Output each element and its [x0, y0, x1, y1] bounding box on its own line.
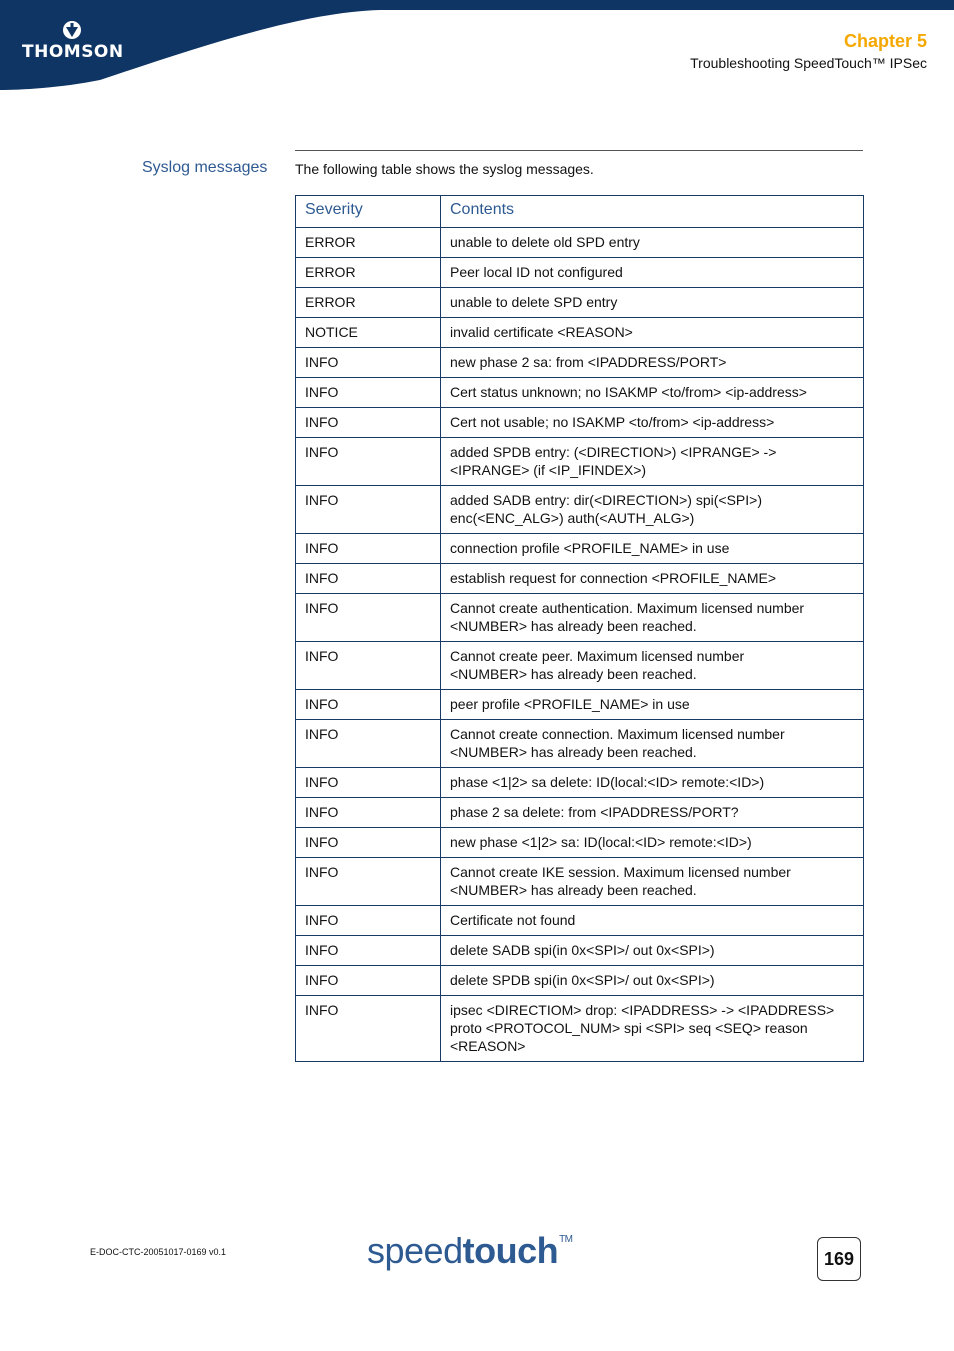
contents-cell — [441, 906, 864, 936]
table-row — [296, 486, 864, 534]
severity-cell: ERROR — [296, 258, 441, 288]
contents-cell — [441, 258, 864, 288]
severity-cell: INFO — [296, 564, 441, 594]
contents-line: Peer local ID not configured — [450, 264, 623, 280]
contents-cell — [441, 996, 864, 1062]
contents-line: enc(<ENC_ALG>) auth(<AUTH_ALG>) — [450, 510, 695, 526]
contents-line: new phase 2 sa: from <IPADDRESS/PORT> — [450, 354, 727, 370]
section-title: Syslog messages — [142, 159, 268, 176]
severity-cell: INFO — [296, 378, 441, 408]
severity-cell: INFO — [296, 828, 441, 858]
severity-cell: INFO — [296, 906, 441, 936]
table-row — [296, 996, 864, 1062]
contents-line: <REASON> — [450, 1038, 526, 1054]
table-row — [296, 288, 864, 318]
severity-cell: INFO — [296, 936, 441, 966]
table-row — [296, 564, 864, 594]
contents-cell — [441, 768, 864, 798]
severity-cell: INFO — [296, 966, 441, 996]
severity-cell: INFO — [296, 438, 441, 486]
header-banner — [0, 0, 954, 100]
thomson-logo — [22, 20, 122, 62]
page-number: 169 — [817, 1237, 861, 1281]
contents-line: ipsec <DIRECTIOM> drop: <IPADDRESS> -> <IPADDRESS> — [450, 1002, 835, 1018]
contents-line: <NUMBER> has already been reached. — [450, 666, 697, 682]
table-row — [296, 594, 864, 642]
severity-cell: NOTICE — [296, 318, 441, 348]
contents-cell — [441, 642, 864, 690]
contents-line: delete SPDB spi(in 0x<SPI>/ out 0x<SPI>) — [450, 972, 715, 988]
contents-line: Cannot create connection. Maximum licensed number — [450, 726, 785, 742]
contents-line: establish request for connection <PROFILE_NAME> — [450, 570, 777, 586]
contents-line: peer profile <PROFILE_NAME> in use — [450, 696, 690, 712]
table-row — [296, 720, 864, 768]
contents-line: Cert status unknown; no ISAKMP <to/from> <ip-address> — [450, 384, 807, 400]
severity-cell: INFO — [296, 594, 441, 642]
severity-cell: INFO — [296, 408, 441, 438]
contents-line: unable to delete old SPD entry — [450, 234, 640, 250]
logo-bold-text: touch — [462, 1230, 559, 1271]
table-row — [296, 906, 864, 936]
severity-cell: INFO — [296, 690, 441, 720]
severity-cell: INFO — [296, 798, 441, 828]
contents-line: added SADB entry: dir(<DIRECTION>) spi(<SPI>) — [450, 492, 762, 508]
contents-cell — [441, 438, 864, 486]
chapter-subtitle: Troubleshooting SpeedTouch™ IPSec — [690, 55, 927, 71]
contents-line: unable to delete SPD entry — [450, 294, 618, 310]
contents-line: Cannot create peer. Maximum licensed number — [450, 648, 745, 664]
severity-cell: INFO — [296, 768, 441, 798]
section-divider — [295, 150, 863, 151]
contents-line: delete SADB spi(in 0x<SPI>/ out 0x<SPI>) — [450, 942, 715, 958]
severity-cell: INFO — [296, 348, 441, 378]
contents-cell — [441, 828, 864, 858]
table-row — [296, 408, 864, 438]
contents-line: Cannot create authentication. Maximum licensed number — [450, 600, 805, 616]
severity-cell: INFO — [296, 858, 441, 906]
severity-cell: ERROR — [296, 288, 441, 318]
contents-cell — [441, 534, 864, 564]
table-row — [296, 348, 864, 378]
contents-line: <IPRANGE> (if <IP_IFINDEX>) — [450, 462, 647, 478]
chapter-label: Chapter 5 — [843, 31, 927, 51]
contents-cell — [441, 228, 864, 258]
table-row — [296, 228, 864, 258]
contents-cell — [441, 408, 864, 438]
contents-cell — [441, 378, 864, 408]
contents-line: Cannot create IKE session. Maximum licensed number — [450, 864, 791, 880]
table-row — [296, 858, 864, 906]
document-id: E-DOC-CTC-20051017-0169 v0.1 — [90, 1247, 227, 1257]
contents-cell — [441, 690, 864, 720]
syslog-table — [295, 195, 864, 1062]
section-intro: The following table shows the syslog messages. — [295, 161, 594, 177]
contents-cell — [441, 564, 864, 594]
table-row — [296, 936, 864, 966]
table-row — [296, 798, 864, 828]
contents-cell — [441, 486, 864, 534]
contents-cell — [441, 858, 864, 906]
contents-cell — [441, 594, 864, 642]
logo-light-text: speed — [367, 1230, 463, 1271]
contents-line: phase <1|2> sa delete: ID(local:<ID> remote:<ID>) — [450, 774, 765, 790]
syslog-table-body — [296, 228, 864, 1062]
table-header-row — [296, 196, 864, 228]
contents-line: <NUMBER> has already been reached. — [450, 618, 697, 634]
table-row — [296, 534, 864, 564]
speedtouch-logo — [367, 1230, 573, 1272]
severity-cell: INFO — [296, 486, 441, 534]
contents-cell — [441, 936, 864, 966]
column-header-contents: Contents — [441, 196, 864, 228]
contents-cell — [441, 966, 864, 996]
table-row — [296, 318, 864, 348]
contents-line: phase 2 sa delete: from <IPADDRESS/PORT? — [450, 804, 739, 820]
table-row — [296, 258, 864, 288]
contents-line: Certificate not found — [450, 912, 576, 928]
contents-cell — [441, 348, 864, 378]
table-row — [296, 768, 864, 798]
table-row — [296, 642, 864, 690]
contents-line: new phase <1|2> sa: ID(local:<ID> remote:<ID>) — [450, 834, 752, 850]
severity-cell: ERROR — [296, 228, 441, 258]
severity-cell: INFO — [296, 534, 441, 564]
contents-cell — [441, 798, 864, 828]
contents-cell — [441, 720, 864, 768]
table-row — [296, 828, 864, 858]
logo-trademark: TM — [559, 1234, 573, 1245]
table-row — [296, 966, 864, 996]
contents-line: invalid certificate <REASON> — [450, 324, 633, 340]
table-row — [296, 438, 864, 486]
table-row — [296, 378, 864, 408]
table-row — [296, 690, 864, 720]
contents-line: proto <PROTOCOL_NUM> spi <SPI> seq <SEQ> reason — [450, 1020, 808, 1036]
contents-cell — [441, 288, 864, 318]
severity-cell: INFO — [296, 720, 441, 768]
contents-line: <NUMBER> has already been reached. — [450, 882, 697, 898]
brand-name: THOMSON — [22, 42, 124, 62]
contents-line: added SPDB entry: (<DIRECTION>) <IPRANGE> -> — [450, 444, 777, 460]
contents-line: Cert not usable; no ISAKMP <to/from> <ip-address> — [450, 414, 775, 430]
contents-line: connection profile <PROFILE_NAME> in use — [450, 540, 730, 556]
severity-cell: INFO — [296, 642, 441, 690]
contents-cell — [441, 318, 864, 348]
contents-line: <NUMBER> has already been reached. — [450, 744, 697, 760]
column-header-severity: Severity — [296, 196, 441, 228]
thomson-emblem-icon — [61, 20, 83, 40]
severity-cell: INFO — [296, 996, 441, 1062]
